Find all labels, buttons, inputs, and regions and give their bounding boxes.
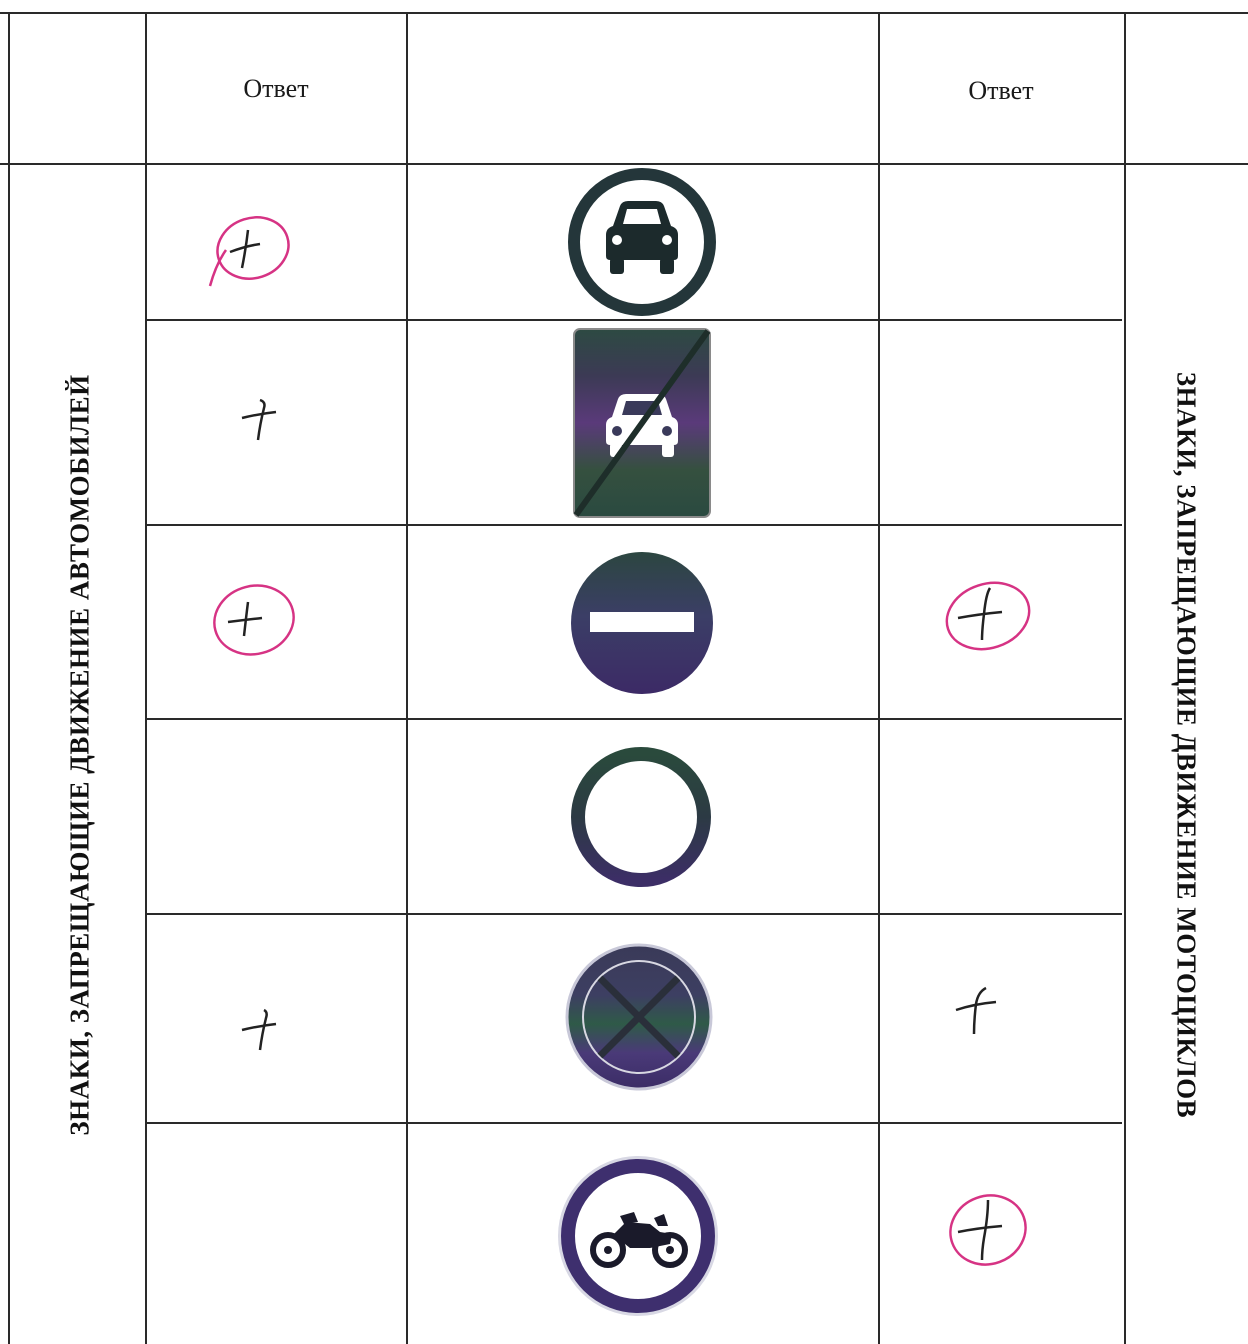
answer-header-right: Ответ [968,76,1034,105]
row-divider [146,319,1122,321]
right-category-title: ЗНАКИ, ЗАПРЕЩАЮЩИЕ ДВИЖЕНИЕ МОТОЦИКЛОВ [1171,371,1202,1119]
table-border-left [8,12,10,1344]
answer-mark-circled-plus [932,574,1036,664]
row-divider [0,163,1248,165]
row-divider [146,913,1122,915]
answer-mark-circled-plus [198,206,298,292]
row-divider [146,718,1122,720]
left-category-title: ЗНАКИ, ЗАПРЕЩАЮЩИЕ ДВИЖЕНИЕ АВТОМОБИЛЕЙ [64,374,95,1136]
no-motor-vehicles-sign-icon [565,168,719,316]
column-divider [1124,12,1126,1344]
no-entry-sign-icon [568,550,716,696]
answer-mark-plus [236,1006,286,1054]
answer-mark-plus [950,984,1004,1038]
row-divider [146,1122,1122,1124]
no-motorcycles-sign-icon [554,1152,722,1320]
no-stopping-sign-icon [562,942,716,1092]
column-divider [878,12,880,1344]
answer-mark-plus [236,396,286,444]
column-divider [406,12,408,1344]
answer-header-left: Ответ [243,74,309,103]
answer-mark-circled-plus [936,1186,1036,1276]
answer-mark-circled-plus [204,578,304,664]
no-vehicles-sign-icon [568,745,714,889]
row-divider [146,524,1122,526]
column-divider [145,12,147,1344]
table-border-top [0,12,1248,14]
end-of-car-lane-sign-icon [572,327,712,519]
